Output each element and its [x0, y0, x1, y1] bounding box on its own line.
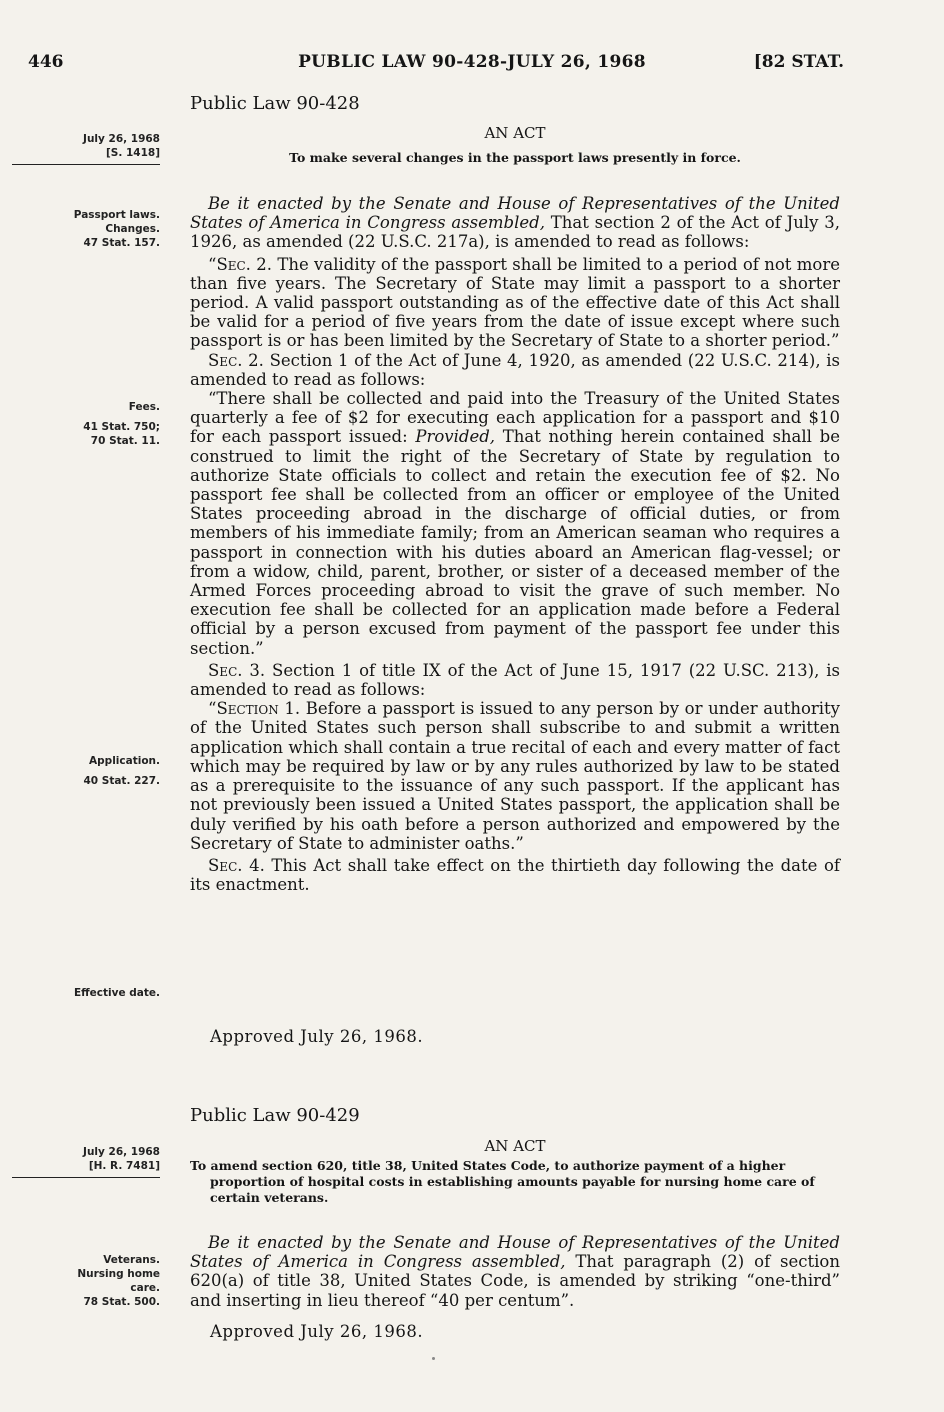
act-purpose [190, 1158, 840, 1206]
section-2 [190, 351, 840, 389]
running-title: PUBLIC LAW 90-428-JULY 26, 1968 [298, 52, 646, 72]
margin-note-line: Fees. [128, 401, 160, 413]
enacting-text: That section 2 of the Act of July 3, 1926, as amended (22 U.S.C. 217a), is amended to read as follows: [190, 213, 840, 252]
quoted-section-2 [190, 255, 840, 351]
margin-rule [12, 164, 160, 165]
enacting-italic: Be it enacted by the Senate and House of Representatives of the United States of America in Congress assembled, [190, 1233, 840, 1272]
approval-line-90-429: Approved July 26, 1968. [210, 1322, 424, 1341]
an-act-heading: AN ACT [484, 1137, 546, 1155]
act-purpose: To make several changes in the passport laws presently in force. [289, 150, 741, 165]
margin-date-block [10, 1145, 160, 1178]
margin-note-fees [10, 400, 160, 448]
quote-mark: “ [208, 254, 217, 274]
enacting-clause [190, 1233, 840, 1310]
margin-note-effective-date [10, 986, 160, 1000]
margin-date: July 26, 1968 [83, 133, 160, 145]
margin-bill-number: [S. 1418] [105, 147, 160, 159]
section-text: This Act shall take effect on the thirtieth day following the date of its enactment. [190, 855, 840, 895]
enacting-italic: Be it enacted by the Senate and House of Representatives of the United States of America in Congress assembled, [190, 194, 840, 233]
section-label: Section 1. [216, 699, 301, 719]
an-act-heading: AN ACT [484, 124, 546, 142]
margin-note-line: Veterans. [103, 1254, 160, 1266]
approval-line-90-428: Approved July 26, 1968. [210, 1027, 424, 1046]
law-body-90-429 [190, 1233, 840, 1310]
provided-italic: Provided, [415, 427, 496, 447]
purpose-text: To amend section 620, title 38, United States Code, to authorize payment of a higher proportion of hospital costs in establishing amounts payable for nursing home care of certain veterans. [190, 1158, 815, 1205]
margin-note-line: Changes. [105, 223, 160, 235]
law-title-90-429: Public Law 90-429 [190, 1105, 360, 1126]
fees-provision [190, 389, 840, 658]
page-speck [432, 1357, 435, 1360]
section-label: Sec. 4. [208, 855, 265, 875]
section-text: Section 1 of title IX of the Act of June 15, 1917 (22 U.SC. 213), is amended to read as follows: [190, 660, 840, 700]
margin-date: July 26, 1968 [83, 1146, 160, 1158]
law-title-90-428: Public Law 90-428 [190, 93, 360, 114]
section-3 [190, 661, 840, 699]
margin-date-block [10, 132, 160, 165]
section-text: The validity of the passport shall be limited to a period of not more than five years. The Secretary of State may limit a passport to a shorter period. A valid passport outstanding as of the effective date of this Act shall be valid for a period of five years from the date of issue except where such passport is or has been limited by the Secretary of State to a shorter period.” [190, 254, 840, 351]
enacting-text: That paragraph (2) of section 620(a) of title 38, United States Code, is amended by striking “one-third” and inserting in lieu thereof “40 per centum”. [190, 1252, 840, 1310]
section-4 [190, 856, 840, 894]
section-label: Sec. 2. [216, 254, 272, 274]
margin-note-line: Passport laws. [73, 209, 160, 221]
enacting-clause [190, 194, 840, 252]
stat-reference: [82 STAT. [753, 52, 844, 72]
margin-note-veterans [10, 1253, 160, 1309]
margin-note-line: Application. [89, 755, 160, 767]
margin-note-application [10, 754, 160, 788]
page-number: 446 [28, 52, 64, 72]
margin-note-line: Nursing home [77, 1268, 160, 1280]
law-body-90-428 [190, 194, 840, 894]
section-label: Sec. 2. [208, 350, 264, 370]
section-text: Section 1 of the Act of June 4, 1920, as amended (22 U.S.C. 214), is amended to read as follows: [190, 350, 840, 389]
running-header [0, 52, 944, 76]
fee-text: That nothing herein contained shall be construed to limit the right of the Secretary of State by regulation to authorize State officials to collect and retain the execution fee of $2. No passport fee shall be collected from an officer or employee of the United States proceeding abroad in the discharge of official duties, or from members of his immediate family; from an American seaman who requires a passport in connection with his duties aboard an American flag-vessel; or from a widow, child, parent, brother, or sister of a deceased member of the Armed Forces proceeding abroad to visit the grave of such member. No execution fee shall be collected for an application made before a Federal official by a person excused from payment of the passport fee under this section.” [190, 427, 840, 658]
margin-note-line: 40 Stat. 227. [83, 775, 160, 787]
margin-note-line: 41 Stat. 750; [83, 421, 160, 433]
margin-note-line: 70 Stat. 11. [90, 435, 160, 447]
quote-mark: “ [208, 699, 217, 719]
margin-note-line: 78 Stat. 500. [83, 1296, 160, 1308]
margin-note-line: 47 Stat. 157. [83, 237, 160, 249]
section-text: Before a passport is issued to any person by or under authority of the United States such person shall subscribe to and submit a written application which shall contain a true recital of each and every matter of fact which may be required by law or by any rules authorized by law to be stated as a prerequisite to the issuance of any such passport. If the applicant has not previously been issued a United States passport, the application shall be duly verified by his oath before a person authorized and empowered by the Secretary of State to administer oaths.” [190, 699, 840, 853]
margin-bill-number: [H. R. 7481] [88, 1160, 160, 1172]
margin-note-line: care. [130, 1282, 160, 1294]
margin-rule [12, 1177, 160, 1178]
quoted-section-1 [190, 699, 840, 853]
margin-note-line: Effective date. [74, 987, 160, 999]
fee-text: “There shall be collected and paid into the Treasury of the United States quarterly a fee of $2 for executing each application for a passport and $10 for each passport issued: [190, 389, 840, 447]
section-label: Sec. 3. [208, 660, 266, 680]
margin-note-passport [10, 208, 160, 250]
